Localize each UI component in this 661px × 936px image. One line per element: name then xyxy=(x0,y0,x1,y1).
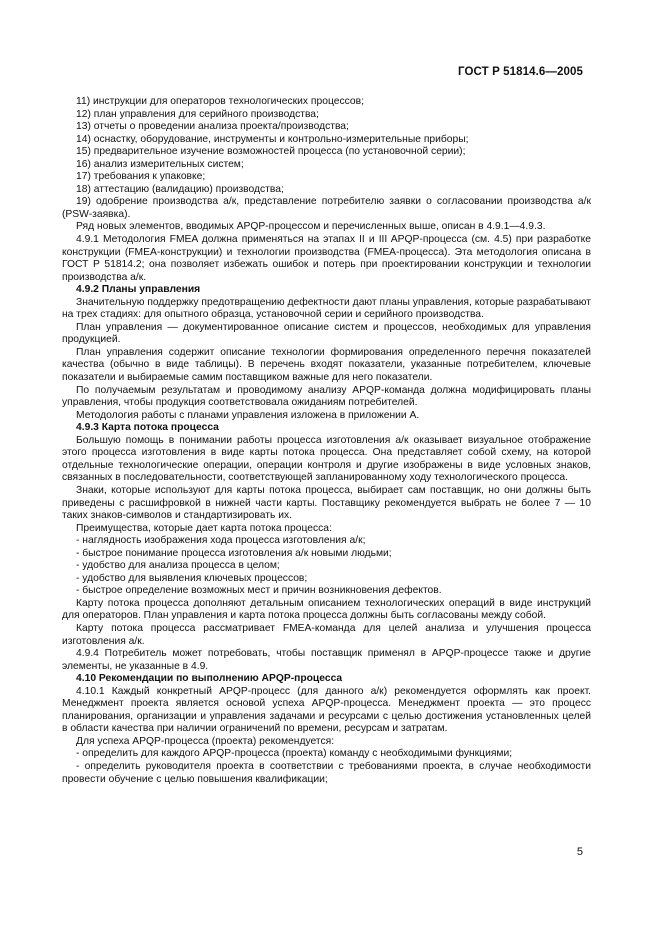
paragraph-new-elements: Ряд новых элементов, вводимых APQP-процессом и перечисленных выше, описан в 4.9.1—4.9.3. xyxy=(76,221,546,233)
list-item: - удобство для выявления ключевых процессов; xyxy=(76,572,308,584)
paragraph: План управления содержит описание технологии формирования определенного перечня показателей качества (обычно в виде таблицы). В перечень входят показатели, указанные потребителем, ключевые показатели и выбираемые самим поставщиком важные для него показатели. xyxy=(62,346,591,384)
list-item: 16) анализ измерительных систем; xyxy=(76,158,244,170)
paragraph-4-9-4: 4.9.4 Потребитель может потребовать, чтобы поставщик применял в APQP-процессе также и другие элементы, не указанные в 4.9. xyxy=(62,648,591,672)
paragraph-4-10-1: 4.10.1 Каждый конкретный APQP-процесс (для данного а/к) рекомендуется оформлять как проект. Менеджмент проекта является основой успеха APQP-процесса. Менеджмент проекта — это процесс планирования, организации и управления задачами и ресурсами с целью достижения установленных целей в области качества при наличии ограничений по времени, ресурсам и затратам. xyxy=(62,685,591,735)
list-item: 18) аттестацию (валидацию) производства; xyxy=(76,183,284,195)
paragraph: Методология работы с планами управления изложена в приложении А. xyxy=(76,409,420,421)
section-heading-4-9-3: 4.9.3 Карта потока процесса xyxy=(76,422,219,434)
page-body xyxy=(62,96,591,786)
list-item: 15) предварительное изучение возможностей процесса (по установочной серии); xyxy=(76,146,466,158)
list-item: 13) отчеты о проведении анализа проекта/производства; xyxy=(76,121,349,133)
section-heading-4-9-2: 4.9.2 Планы управления xyxy=(76,284,201,296)
list-item: 14) оснастку, оборудование, инструменты и контрольно-измерительные приборы; xyxy=(76,133,469,145)
section-heading-4-10: 4.10 Рекомендации по выполнению APQP-процесса xyxy=(76,673,343,685)
list-item: - удобство для анализа процесса в целом; xyxy=(76,560,280,572)
paragraph-4-9-1: 4.9.1 Методология FMEA должна применяться на этапах II и III APQP-процесса (см. 4.5) при разработке конструкции (FMEA-конструкции) и технологии производства (FMEA-процесса). Эта методология описана в ГОСТ Р 51814.2; она позволяет избежать ошибок и потерь при проектировании конструкции и технологии производства а/к. xyxy=(62,234,591,283)
paragraph: По получаемым результатам и проводимому анализу APQP-команда должна модифицировать планы управления, чтобы продукция соответствовала ожиданиям потребителей. xyxy=(62,384,591,409)
paragraph: План управления — документированное описание систем и процессов, необходимых для управления продукцией. xyxy=(62,321,591,346)
list-item: - быстрое определение возможных мест и причин возникновения дефектов. xyxy=(76,585,442,597)
list-item: - определить руководителя проекта в соответствии с требованиями проекта, в случае необходимости провести обучение с целью повышения квалификации; xyxy=(62,760,591,785)
document-id: ГОСТ Р 51814.6—2005 xyxy=(458,66,583,78)
paragraph: Значительную поддержку предотвращению дефектности дают планы управления, которые разрабатывают на трех стадиях: для опытного образца, установочной серии и серийного производства. xyxy=(62,296,591,321)
list-item: 17) требования к упаковке; xyxy=(76,171,206,183)
paragraph: Большую помощь в понимании работы процесса изготовления а/к оказывает визуальное отображение этого процесса изготовления в виде карты потока процесса. Она представляет собой схему, на которой отдельные технологические операции, операции контроля и другие изображены в виде условных знаков, связанных в последовательности, соответствующей запланированному ходу технологического процесса. xyxy=(62,434,591,484)
list-item: 12) план управления для серийного производства; xyxy=(76,108,319,120)
paragraph: Карту потока процесса дополняют детальным описанием технологических операций в виде инструкций для операторов. План управления и карта потока процесса должны быть согласованы между собой. xyxy=(62,597,591,622)
page-number: 5 xyxy=(576,846,583,858)
list-item: - определить для каждого APQP-процесса (проекта) команду с необходимыми функциями; xyxy=(76,748,513,760)
list-item: - наглядность изображения хода процесса изготовления а/к; xyxy=(76,535,366,547)
paragraph: Преимущества, которые дает карта потока процесса: xyxy=(76,522,332,534)
list-item: 11) инструкции для операторов технологических процессов; xyxy=(76,96,364,107)
paragraph: Для успеха APQP-процесса (проекта) рекомендуется: xyxy=(76,735,335,747)
list-item: 19) одобрение производства а/к, представление потребителю заявки о согласовании производства а/к (PSW-заявка). xyxy=(62,196,591,220)
paragraph: Знаки, которые используют для карты потока процесса, выбирает сам поставщик, но они должны быть приведены с расшифровкой в нижней части карты. Поставщику рекомендуется выбрать не более 7 — 10 таких знаков-символов и стандартизировать их. xyxy=(62,484,591,522)
paragraph: Карту потока процесса рассматривает FMEA-команда для целей анализа и улучшения процесса изготовления а/к. xyxy=(62,622,591,647)
list-item: - быстрое понимание процесса изготовления а/к новыми людьми; xyxy=(76,547,392,559)
